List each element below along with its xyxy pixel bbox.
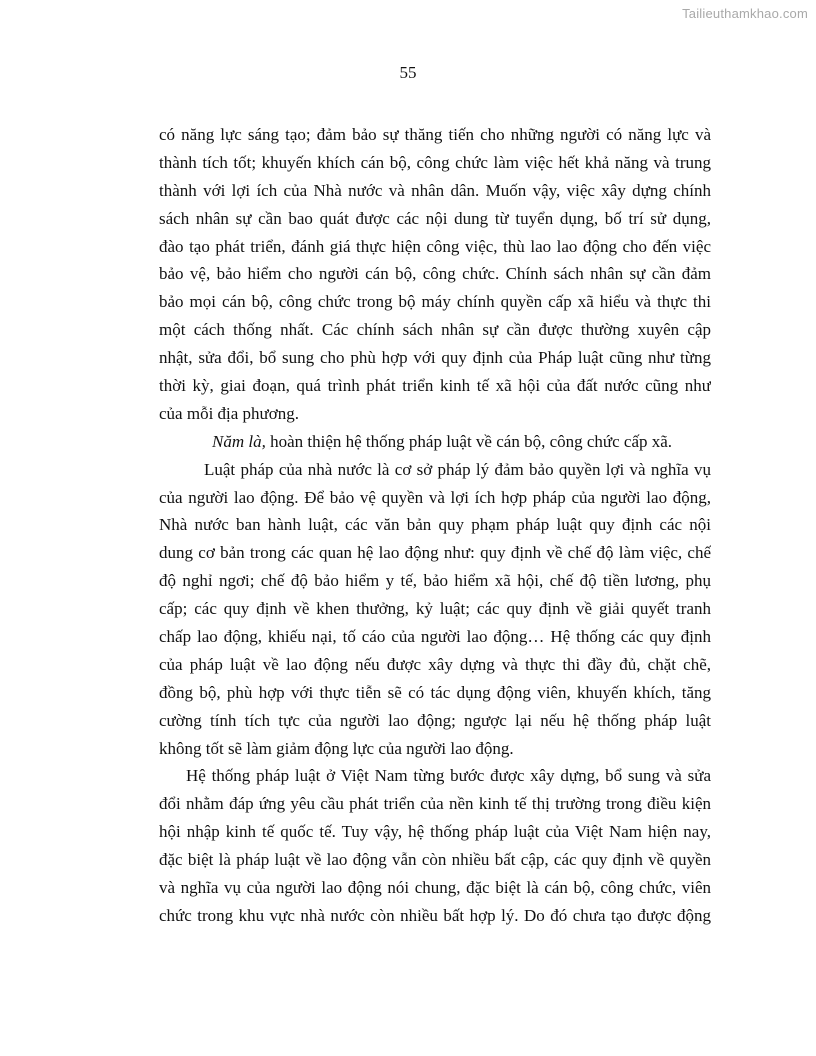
page-number: 55 <box>399 63 417 82</box>
text-line: đổi nhằm đáp ứng yêu cầu phát triển của nền kinh tế thị trường trong điều kiện <box>159 794 711 814</box>
text-line: không tốt sẽ làm giảm động lực của người lao động. <box>159 738 514 758</box>
text-line: bảo mọi cán bộ, công chức trong bộ máy chính quyền cấp xã hiểu và thực thi <box>159 292 711 312</box>
text-line: Nhà nước ban hành luật, các văn bản quy phạm pháp luật quy định các nội <box>159 515 711 535</box>
text-line: của pháp luật về lao động nếu được xây dựng và thực thi đầy đủ, chặt chẽ, <box>159 654 711 674</box>
text-line: cấp; các quy định về khen thưởng, kỷ luật; các quy định về giải quyết tranh <box>159 599 711 619</box>
text-line: đào tạo phát triển, đánh giá thực hiện công việc, thù lao lao động cho đến việc <box>159 236 711 256</box>
text-line: độ nghỉ ngơi; chế độ bảo hiểm y tế, bảo hiểm xã hội, chế độ tiền lương, phụ <box>159 571 711 591</box>
text-line: bảo vệ, bảo hiểm cho người cán bộ, công chức. Chính sách nhân sự cần đảm <box>159 264 711 284</box>
section-heading-lead: Năm là, <box>212 431 266 451</box>
text-line: của người lao động. Để bảo vệ quyền và lợi ích hợp pháp của người lao động, <box>159 487 711 507</box>
text-line: cường tính tích tực của người lao động; ngược lại nếu hệ thống pháp luật <box>159 710 711 730</box>
watermark-text: Tailieuthamkhao.com <box>682 6 808 21</box>
text-line: của mỗi địa phương. <box>159 403 300 423</box>
text-line: đặc biệt là pháp luật về lao động vẫn còn nhiều bất cập, các quy định về quyền <box>159 850 711 870</box>
text-line: Hệ thống pháp luật ở Việt Nam từng bước được xây dựng, bổ sung và sửa <box>186 766 711 786</box>
text-line: một cách thống nhất. Các chính sách nhân sự cần được thường xuyên cập <box>159 320 711 340</box>
text-line: có năng lực sáng tạo; đảm bảo sự thăng tiến cho những người có năng lực và <box>159 125 711 144</box>
text-line: và nghĩa vụ của người lao động nói chung, đặc biệt là cán bộ, công chức, viên <box>159 878 711 898</box>
section-heading-line <box>159 428 711 456</box>
text-line: sách nhân sự cần bao quát được các nội dung từ tuyển dụng, bố trí sử dụng, <box>159 208 711 228</box>
body-text <box>159 121 711 930</box>
text-line: hội nhập kinh tế quốc tế. Tuy vậy, hệ thống pháp luật của Việt Nam hiện nay, <box>159 822 711 842</box>
text-line: thành với lợi ích của Nhà nước và nhân dân. Muốn vậy, việc xây dựng chính <box>159 180 711 200</box>
section-heading-text: hoàn thiện hệ thống pháp luật về cán bộ, công chức cấp xã. <box>265 431 673 451</box>
text-line: thời kỳ, giai đoạn, quá trình phát triển kinh tế xã hội của đất nước cũng như <box>159 376 711 396</box>
text-line: nhật, sửa đổi, bổ sung cho phù hợp với quy định của Pháp luật cũng như từng <box>159 348 711 368</box>
text-line: chấp lao động, khiếu nại, tố cáo của người lao động… Hệ thống các quy định <box>159 627 711 647</box>
text-line: Luật pháp của nhà nước là cơ sở pháp lý đảm bảo quyền lợi và nghĩa vụ <box>204 459 711 479</box>
text-line: dung cơ bản trong các quan hệ lao động như: quy định về chế độ làm việc, chế <box>159 543 711 563</box>
text-line: thành tích tốt; khuyến khích cán bộ, công chức làm việc hết khả năng và trung <box>159 152 711 172</box>
text-line: đồng bộ, phù hợp với thực tiễn sẽ có tác dụng động viên, khuyến khích, tăng <box>159 682 711 702</box>
text-line: chức trong khu vực nhà nước còn nhiều bất hợp lý. Do đó chưa tạo được động <box>159 905 711 925</box>
